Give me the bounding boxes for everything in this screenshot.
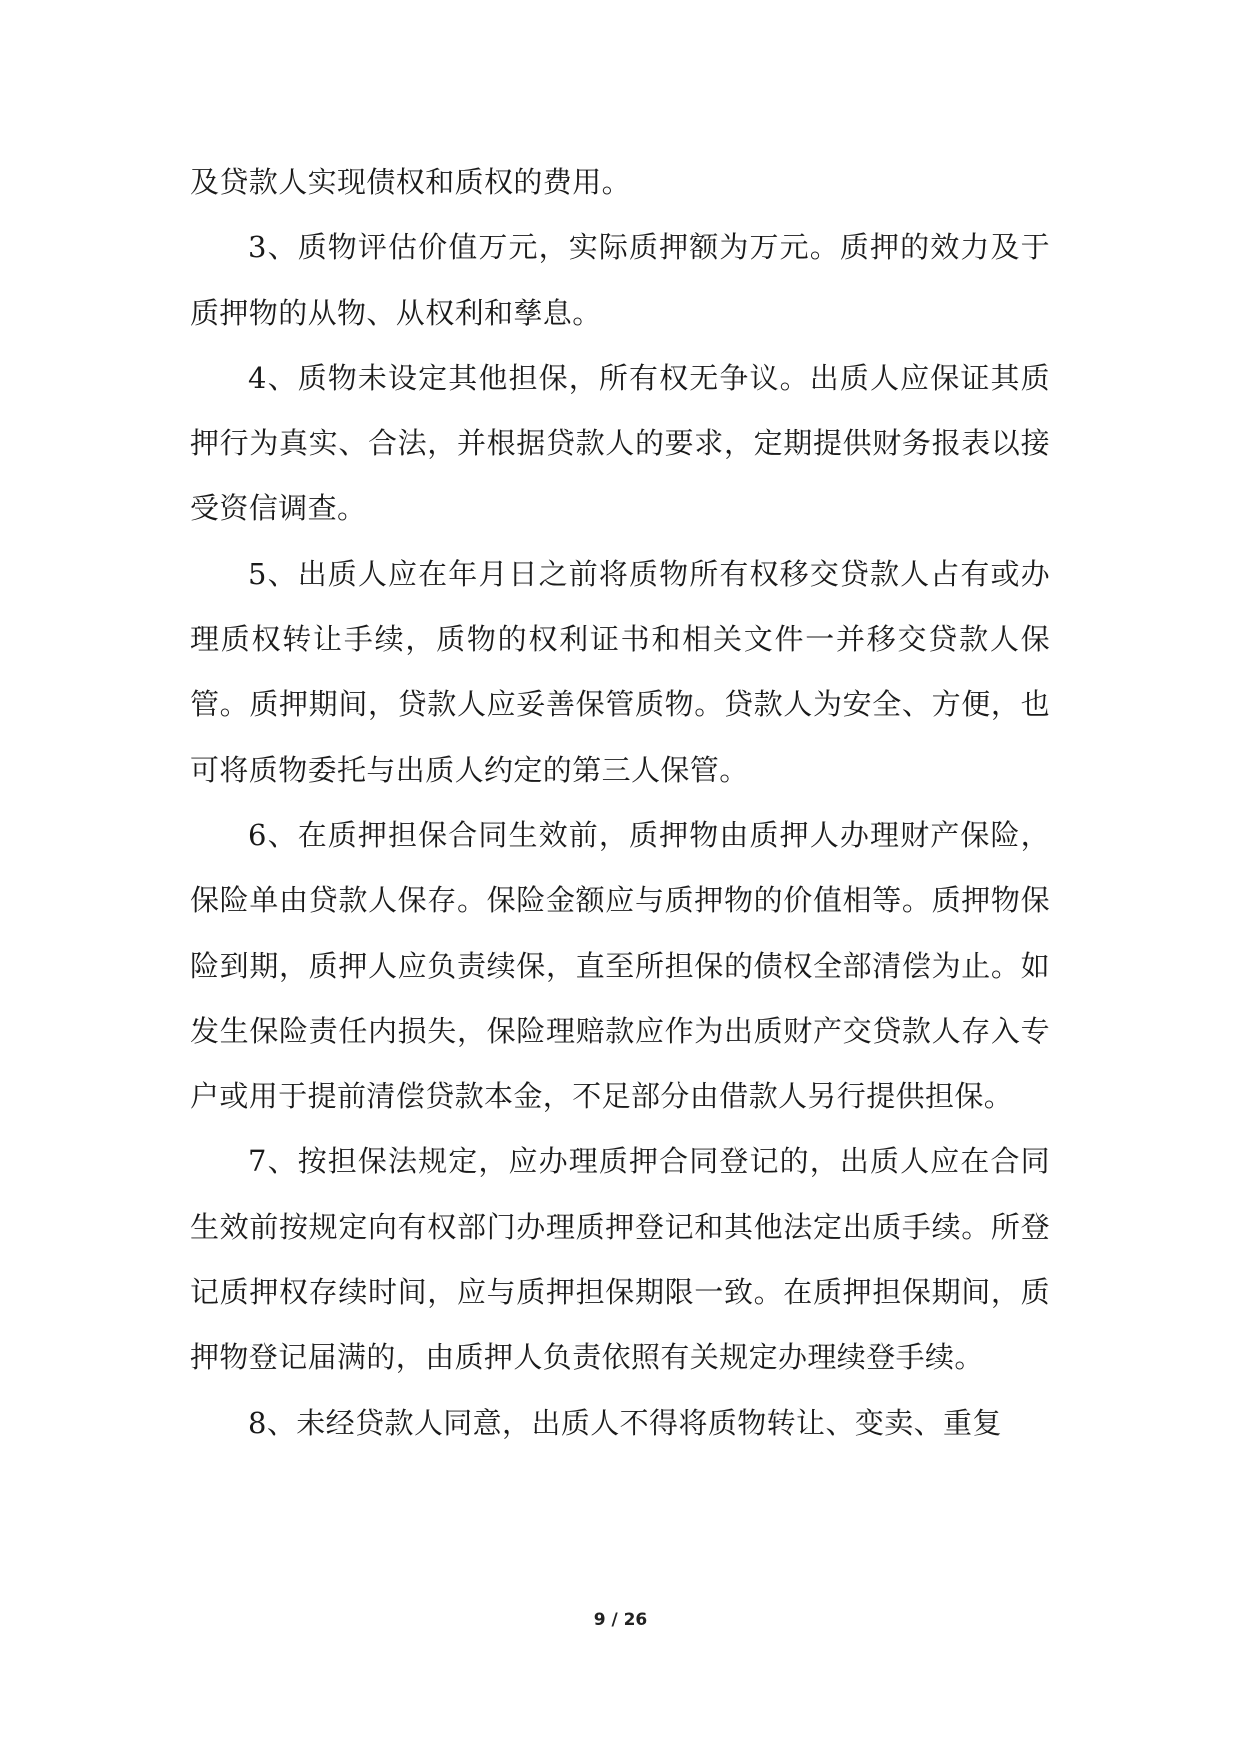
- clause-7: 7、按担保法规定，应办理质押合同登记的，出质人应在合同生效前按规定向有权部门办理质押登记和其他法定出质手续。所登记质押权存续时间，应与质押担保期限一致。在质押担保期间，质押物登记届满的，由质押人负责依照有关规定办理续登手续。: [190, 1144, 1050, 1375]
- clause-5: 5、出质人应在年月日之前将质物所有权移交贷款人占有或办理质权转让手续，质物的权利证书和相关文件一并移交贷款人保管。质押期间，贷款人应妥善保管质物。贷款人为安全、方便，也可将质物委托与出质人约定的第三人保管。: [190, 556, 1050, 787]
- paragraph-continuation: 及贷款人实现债权和质权的费用。: [190, 165, 632, 199]
- clause-3: 3、质物评估价值万元，实际质押额为万元。质押的效力及于质押物的从物、从权利和孳息。: [190, 230, 1050, 330]
- clause-8: 8、未经贷款人同意，出质人不得将质物转让、变卖、重复: [248, 1405, 1002, 1440]
- clause-6: 6、在质押担保合同生效前，质押物由质押人办理财产保险，保险单由贷款人保存。保险金额应与质押物的价值相等。质押物保险到期，质押人应负责续保，直至所担保的债权全部清偿为止。如发生保险责任内损失，保险理赔款应作为出质财产交贷款人存入专户或用于提前清偿贷款本金，不足部分由借款人另行提供担保。: [190, 817, 1050, 1114]
- page-number: 9 / 26: [593, 1610, 648, 1630]
- clause-4: 4、质物未设定其他担保，所有权无争议。出质人应保证其质押行为真实、合法，并根据贷款人的要求，定期提供财务报表以接受资信调查。: [190, 360, 1050, 526]
- document-body: [190, 150, 1050, 1456]
